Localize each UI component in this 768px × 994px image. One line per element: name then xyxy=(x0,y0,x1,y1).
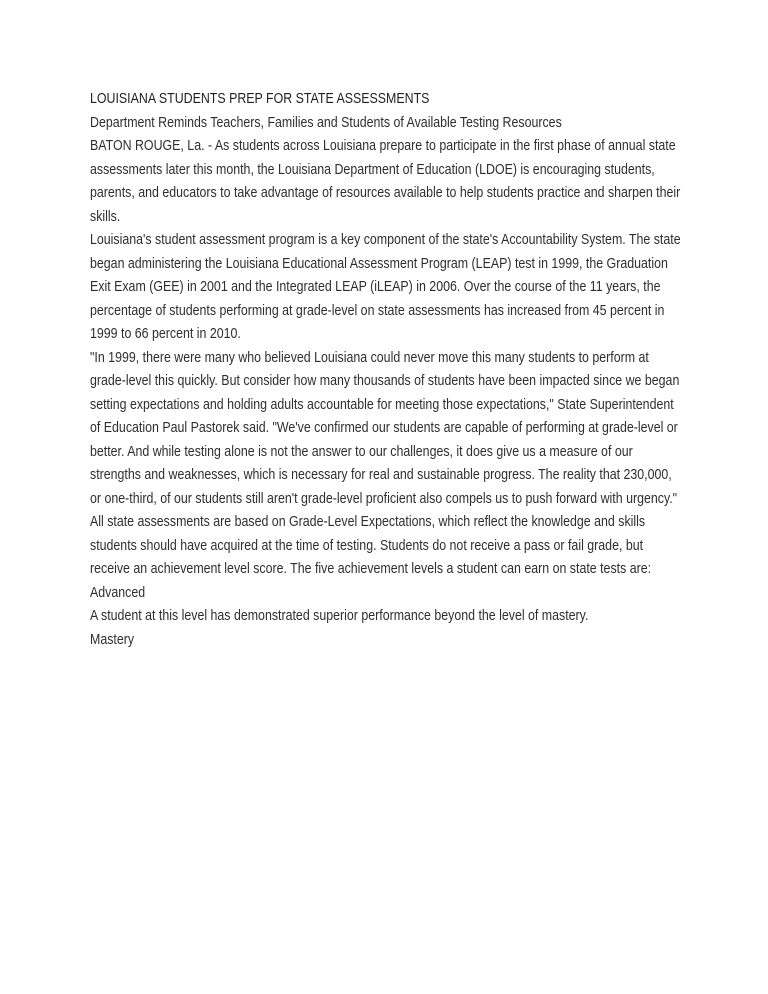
achievement-level-advanced-label: Advanced xyxy=(90,583,146,601)
paragraph-dateline: BATON ROUGE, La. - As students across Louisiana prepare to participate in the first phase of annual state assessments later this month, the Louisiana Department of Education (LDOE) is encouraging students, parents, and educators to take advantage of resources available to help students practice and sharpen their skills. xyxy=(90,137,681,225)
paragraph-superintendent-quote: "In 1999, there were many who believed Louisiana could never move this many students to perform at grade-level this quickly. But consider how many thousands of students have been impacted since we began setting expectations and holding adults accountable for meeting those expectations," State Superintendent of Education Paul Pastorek said. "We've confirmed our students are capable of performing at grade-level or better. And while testing alone is not the answer to our challenges, it does give us a measure of our strengths and weaknesses, which is necessary for real and sustainable progress. The reality that 230,000, or one-third, of our students still aren't grade-level proficient also compels us to push forward with urgency." xyxy=(90,348,680,507)
document-title: LOUISIANA STUDENTS PREP FOR STATE ASSESSMENTS xyxy=(90,90,430,107)
document-text-column xyxy=(90,0,681,651)
document-subtitle: Department Reminds Teachers, Families and Students of Available Testing Resources xyxy=(90,113,562,131)
achievement-level-advanced-description: A student at this level has demonstrated superior performance beyond the level of mastery. xyxy=(90,607,589,624)
paragraph-achievement-levels-intro: All state assessments are based on Grade-Level Expectations, which reflect the knowledge and skills students should have acquired at the time of testing. Students do not receive a pass or fail grade, but receive an achievement level score. The five achievement levels a student can earn on state tests are: xyxy=(90,513,652,577)
paragraph-assessment-history: Louisiana's student assessment program is a key component of the state's Accountability System. The state began administering the Louisiana Educational Assessment Program (LEAP) test in 1999, the Graduation Exit Exam (GEE) in 2001 and the Integrated LEAP (iLEAP) in 2006. Over the course of the 11 years, the percentage of students performing at grade-level on state assessments has increased from 45 percent in 1999 to 66 percent in 2010. xyxy=(90,231,681,342)
achievement-level-mastery-label: Mastery xyxy=(90,630,135,648)
